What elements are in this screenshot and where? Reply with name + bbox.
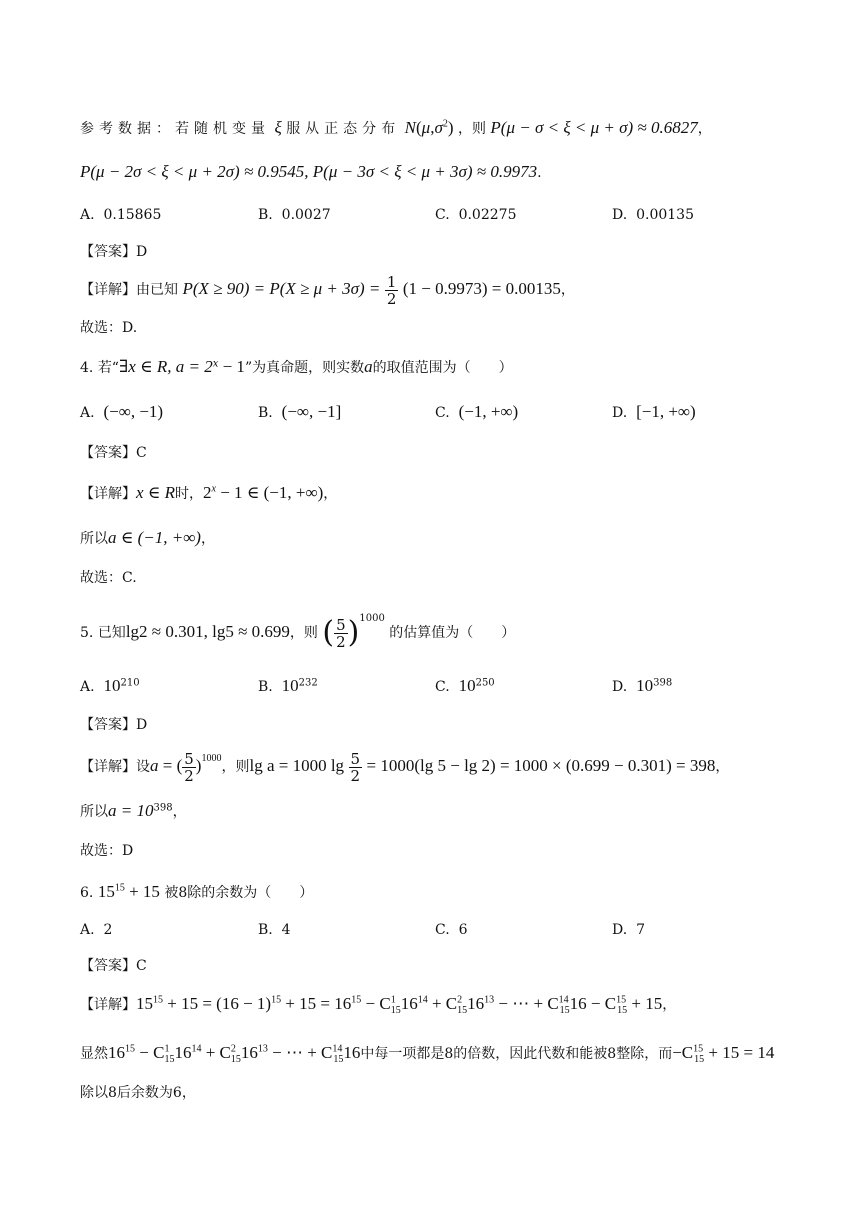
q3-answer: 【答案】D	[80, 244, 148, 260]
q6-answer: 【答案】C	[80, 958, 147, 974]
fraction-one-half: $\frac{1}{2}$	[386, 272, 397, 308]
q6-option-c[interactable]: C. 6	[435, 922, 468, 938]
q6-option-d[interactable]: D. 7	[612, 922, 646, 938]
q5-choose: 故选：D	[80, 843, 134, 859]
q4-choose: 故选：C.	[80, 570, 137, 586]
q4-answer: 【答案】C	[80, 445, 147, 461]
q6-option-a[interactable]: A. 2	[80, 922, 113, 938]
q5-stem: 5. 已知lg2 ≈ 0.301, lg5 ≈ 0.699，则 ( $\frac{5}{2}$ )$^{1000}$ 的估算值为（ ）	[80, 613, 516, 651]
q5-detail: 【详解】设a = ( $\frac{5}{2}$ )$^{1000}$，则lg a = 1000 lg $\frac{5}{2}$ = 1000(lg 5 − lg 2) = 1000 × (0.699 − 0.301) = 398，	[80, 749, 730, 785]
q4-option-a[interactable]: A. (−∞, −1)	[80, 402, 164, 421]
q5-option-c[interactable]: C. $10^{250}$	[435, 676, 495, 695]
q4-so: 所以a ∈ (−1, +∞)，	[80, 528, 215, 547]
q3-option-d[interactable]: D. 0.00135	[612, 207, 694, 223]
q4-option-d[interactable]: D. [−1, +∞)	[612, 402, 696, 421]
q4-stem: 4. 若“∃x ∈ R, $a = 2^x - 1$”为真命题，则实数a的取值范围为（ ）	[80, 357, 513, 376]
q6-stem: 6. $15^{15} + 15$ 被8除的余数为（ ）	[80, 882, 314, 901]
q4-option-c[interactable]: C. (−1, +∞)	[435, 402, 519, 421]
q6-detail-line-2: 显然$16^{15} - C^1_{15}16^{14} + C^2_{15}16^{13}$ − ⋯ + $C^{14}_{15}16$中每一项都是8的倍数，因此代数和能被8整除，而$-C^{15}_{15} + 15 = 14$	[80, 1043, 775, 1066]
q4-option-b[interactable]: B. (−∞, −1]	[258, 402, 342, 421]
q6-detail-line-3: 除以8后余数为6，	[80, 1085, 196, 1101]
q3-choose: 故选：D.	[80, 320, 138, 336]
q4-detail: 【详解】x ∈ R时，$2^x - 1$ ∈ (−1, +∞)，	[80, 483, 338, 502]
q3-detail: 【详解】由已知 P(X ≥ 90) = P(X ≥ μ + 3σ) = $\frac{1}{2}$ (1 − 0.9973) = 0.00135，	[80, 272, 575, 308]
normal-dist-notation: $N(\mu,\sigma^2)$	[404, 118, 454, 137]
q3-option-b[interactable]: B. 0.0027	[258, 207, 331, 223]
q5-answer: 【答案】D	[80, 717, 148, 733]
q3-reference-line-1: 参考数据：若随机变量 ξ 服从正态分布 $N(\mu,\sigma^2)$ ，则 P(μ − σ < ξ < μ + σ) ≈ 0.6827，	[80, 118, 712, 137]
q5-option-a[interactable]: A. $10^{210}$	[80, 676, 140, 695]
q6-option-b[interactable]: B. 4	[258, 922, 291, 938]
q3-option-c[interactable]: C. 0.02275	[435, 207, 517, 223]
q6-detail: 【详解】$15^{15} + 15 = (16 - 1)^{15} + 15 = 16^{15} - C^1_{15}16^{14} + C^2_{15}16^{13}$ − ⋯ + $C^{14}_{15}16 - C^{15}_{15} + 15$，	[80, 994, 677, 1017]
q5-so: 所以$a = 10^{398}$，	[80, 801, 187, 820]
five-halves-power: ( $\frac{5}{2}$ )$^{1000}$	[322, 613, 385, 651]
q3-option-a[interactable]: A. 0.15865	[80, 207, 162, 223]
q5-option-d[interactable]: D. $10^{398}$	[612, 676, 673, 695]
q5-option-b[interactable]: B. $10^{232}$	[258, 676, 318, 695]
q3-reference-line-2: P(μ − 2σ < ξ < μ + 2σ) ≈ 0.9545, P(μ − 3σ < ξ < μ + 3σ) ≈ 0.9973.	[80, 162, 542, 181]
